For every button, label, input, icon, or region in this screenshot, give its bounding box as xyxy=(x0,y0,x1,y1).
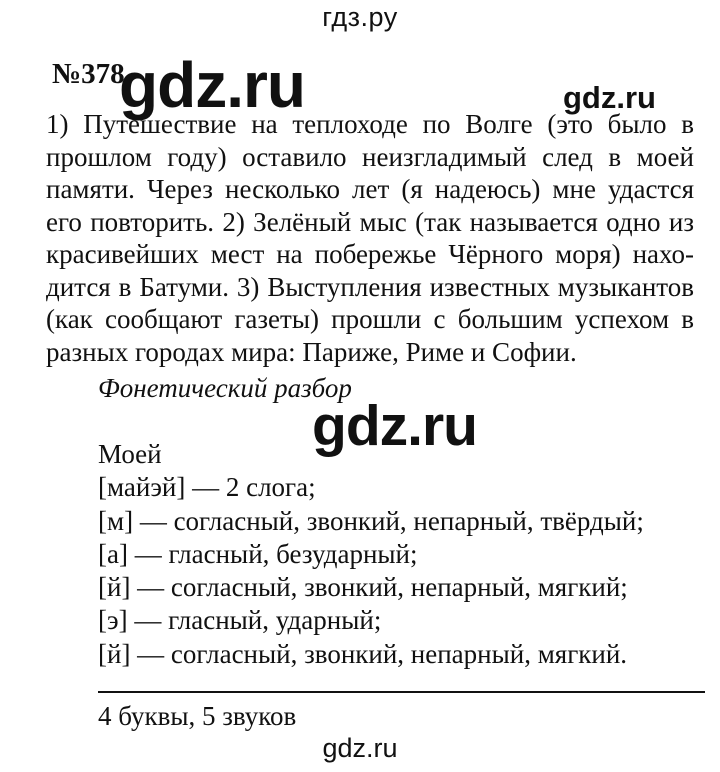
phonetic-analysis xyxy=(98,438,644,671)
analysis-line: [й] — согласный, звонкий, непарный, мягкий. xyxy=(98,638,628,669)
phonetic-summary: 4 буквы, 5 звуков xyxy=(98,701,297,731)
analysis-line: [майэй] — 2 слога; xyxy=(98,472,316,503)
phonetic-heading: Фонетический разбор xyxy=(98,373,352,403)
analysis-line: [м] — согласный, звонкий, непарный, твёрдый; xyxy=(98,505,644,536)
watermark-middle: gdz.ru xyxy=(312,394,477,458)
analysis-line: [й] — согласный, звонкий, непарный, мягкий; xyxy=(98,572,628,603)
watermark-right: gdz.ru xyxy=(563,80,656,115)
watermark-large: gdz.ru xyxy=(119,49,305,121)
analysis-line: [а] — гласный, безударный; xyxy=(98,538,418,569)
watermark-top: гдз.ру xyxy=(322,2,398,32)
analysis-word: Моей xyxy=(98,439,162,469)
analysis-line: [э] — гласный, ударный; xyxy=(98,605,382,636)
exercise-text: 1) Путешествие на теплоходе по Волге (это было в прошлом году) оставило неизгладимый след в моей памяти. Через несколько лет (я надеюсь) мне удастся его повторить. 2) Зелёный мыс (так называется одно из красивейших мест на побережье Чёрного моря) нахо-дится в Батуми. 3) Выступления известных музыкантов (как сообщают газеты) прошли с большим успехом в разных городах мира: Париже, Риме и Софии. xyxy=(46,109,694,367)
divider xyxy=(98,691,705,693)
watermark-bottom: gdz.ru xyxy=(322,733,398,763)
exercise-number: №378 xyxy=(52,58,125,90)
